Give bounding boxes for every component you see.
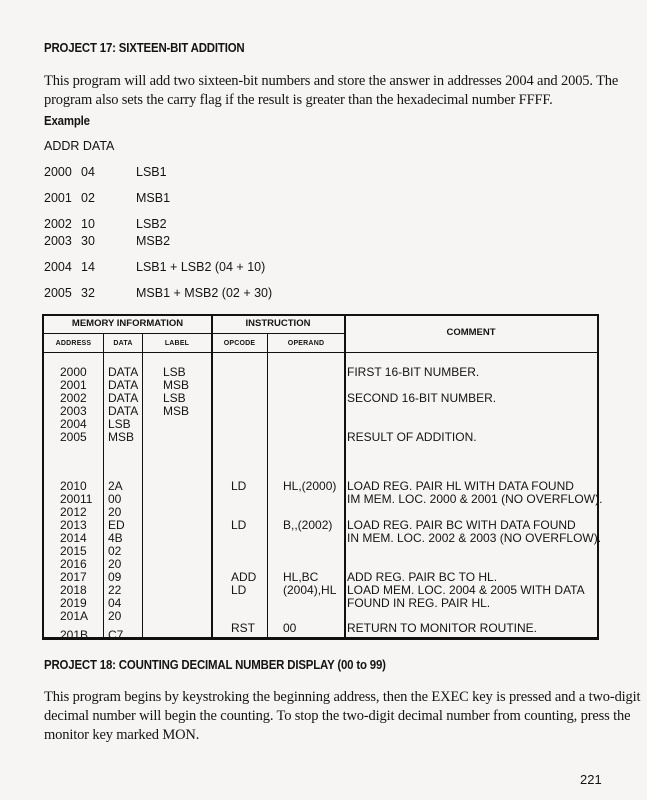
example-desc: LSB1 (136, 165, 167, 179)
data-cell: 09 (108, 570, 122, 584)
example-desc: MSB1 + MSB2 (02 + 30) (136, 286, 273, 300)
page-number: 221 (580, 772, 602, 787)
header-operand: OPERAND (287, 340, 325, 347)
comment-cell: ADD REG. PAIR BC TO HL. (347, 570, 498, 584)
col-divider-address (103, 333, 104, 638)
project-17-intro (44, 72, 644, 110)
address-cell: 201B (60, 628, 89, 642)
operand-cell: HL,BC (283, 570, 319, 584)
comment-cell: LOAD REG. PAIR HL WITH DATA FOUND (347, 479, 574, 493)
data-cell: DATA (108, 404, 139, 418)
comment-cell: LOAD REG. PAIR BC WITH DATA FOUND (347, 518, 576, 532)
example-data: 10 (81, 217, 95, 231)
data-column-program (108, 480, 125, 642)
data-cell: 04 (108, 596, 122, 610)
example-data: 04 (81, 165, 95, 179)
example-desc: LSB1 + LSB2 (04 + 10) (136, 260, 266, 274)
comment-cell: IN MEM. LOC. 2002 & 2003 (NO OVERFLOW). (347, 531, 602, 545)
data-cell: DATA (108, 365, 139, 379)
address-cell: 2018 (60, 583, 87, 597)
header-memory-information: MEMORY INFORMATION (71, 318, 184, 329)
p18-line-3: monitor key marked MON. (44, 727, 200, 743)
example-desc: MSB1 (136, 191, 171, 205)
address-cell: 2016 (60, 557, 87, 571)
example-data: 02 (81, 191, 95, 205)
col-divider-opcode (267, 333, 268, 638)
example-data: 30 (81, 234, 95, 248)
example-desc: MSB2 (136, 234, 171, 248)
data-cell: 4B (108, 531, 123, 545)
address-cell: 2002 (60, 391, 87, 405)
address-cell: 2015 (60, 544, 87, 558)
address-cell: 2019 (60, 596, 87, 610)
data-cell: 2A (108, 479, 123, 493)
comment-cell: RETURN TO MONITOR ROUTINE. (347, 621, 538, 635)
header-instruction: INSTRUCTION (245, 318, 311, 329)
label-cell: MSB (163, 378, 190, 392)
data-cell: LSB (108, 417, 131, 431)
data-cell: 00 (108, 492, 122, 506)
operand-cell: (2004),HL (283, 583, 337, 597)
example-data: 32 (81, 286, 95, 300)
data-cell: 20 (108, 557, 122, 571)
comment-cell: FOUND IN REG. PAIR HL. (347, 596, 491, 610)
comment-cell: FIRST 16-BIT NUMBER. (347, 365, 480, 379)
example-data: 14 (81, 260, 95, 274)
header-bottom-divider (44, 352, 597, 353)
header-comment: COMMENT (446, 327, 496, 338)
operand-cell: B,,(2002) (283, 518, 333, 532)
col-divider-data (142, 333, 143, 638)
address-cell: 201A (60, 609, 89, 623)
opcode-cell: LD (231, 518, 247, 532)
comment-cell: SECOND 16-BIT NUMBER. (347, 391, 497, 405)
address-column (60, 366, 87, 444)
address-column-program (60, 480, 92, 642)
data-cell: ED (108, 518, 125, 532)
header-opcode: OPCODE (223, 340, 256, 347)
example-addr: 2003 (44, 234, 72, 248)
project-18-description (44, 688, 644, 745)
program-table (42, 314, 603, 642)
opcode-cell: LD (231, 583, 247, 597)
data-column (108, 366, 138, 444)
example-addr: 2004 (44, 260, 72, 274)
data-cell: 20 (108, 609, 122, 623)
header-label: LABEL (164, 340, 190, 347)
address-cell: 2010 (60, 479, 87, 493)
data-cell: C7 (108, 628, 124, 642)
opcode-cell: RST (231, 621, 255, 635)
example-header: ADDR DATA (44, 139, 115, 153)
address-cell: 2012 (60, 505, 87, 519)
project-17-title: PROJECT 17: SIXTEEN-BIT ADDITION (44, 40, 245, 55)
label-cell: LSB (163, 365, 186, 379)
address-cell: 20011 (60, 492, 93, 506)
project-18-title: PROJECT 18: COUNTING DECIMAL NUMBER DISPLAY (00 to 99) (44, 657, 386, 672)
example-heading: Example (44, 113, 90, 128)
address-cell: 2000 (60, 365, 87, 379)
label-cell: MSB (163, 404, 190, 418)
header-address: ADDRESS (55, 340, 92, 347)
example-addr: 2005 (44, 286, 72, 300)
group-divider-instruction (344, 316, 346, 638)
address-cell: 2003 (60, 404, 87, 418)
header-data: DATA (113, 340, 133, 347)
data-cell: 02 (108, 544, 122, 558)
group-divider-memory (211, 316, 213, 638)
address-cell: 2013 (60, 518, 87, 532)
example-addr: 2000 (44, 165, 72, 179)
label-column (163, 366, 189, 418)
address-cell: 2001 (60, 378, 87, 392)
p18-line-1: This program begins by keystroking the beginning address, then the EXEC key is pressed and a two-digit (44, 689, 641, 705)
address-cell: 2017 (60, 570, 87, 584)
comment-cell: IM MEM. LOC. 2000 & 2001 (NO OVERFLOW). (347, 492, 603, 506)
address-cell: 2005 (60, 430, 87, 444)
example-addr: 2002 (44, 217, 72, 231)
p18-line-2: decimal number will begin the counting. To stop the two-digit decimal number from counting, press the (44, 708, 631, 724)
operand-cell: HL,(2000) (283, 479, 337, 493)
data-cell: MSB (108, 430, 135, 444)
example-addr: 2001 (44, 191, 72, 205)
data-cell: 20 (108, 505, 122, 519)
operand-cell: 00 (283, 621, 297, 635)
intro-line-1: This program will add two sixteen-bit numbers and store the answer in addresses 2004 and 2005. The (44, 73, 619, 89)
address-cell: 2004 (60, 417, 87, 431)
address-cell: 2014 (60, 531, 87, 545)
comment-cell: RESULT OF ADDITION. (347, 430, 477, 444)
example-desc: LSB2 (136, 217, 167, 231)
opcode-cell: ADD (231, 570, 257, 584)
comment-cell: LOAD MEM. LOC. 2004 & 2005 WITH DATA (347, 583, 585, 597)
intro-line-2: program also sets the carry flag if the result is greater than the hexadecimal number FFFF. (44, 92, 553, 108)
data-cell: DATA (108, 391, 139, 405)
data-cell: 22 (108, 583, 122, 597)
opcode-cell: LD (231, 479, 247, 493)
data-cell: DATA (108, 378, 139, 392)
label-cell: LSB (163, 391, 186, 405)
header-divider (44, 333, 345, 334)
